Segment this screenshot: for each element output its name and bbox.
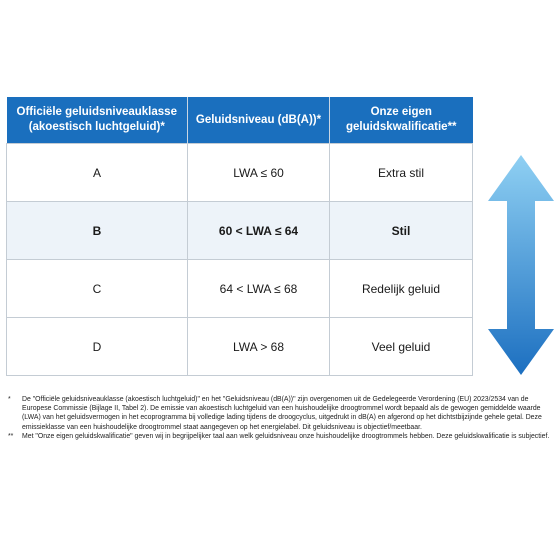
header-noise-level: Geluidsniveau (dB(A))* bbox=[188, 97, 330, 144]
cell-class: D bbox=[7, 318, 188, 376]
table-row bbox=[7, 144, 473, 202]
header-own-qualification: Onze eigen geluidskwalificatie** bbox=[330, 97, 473, 144]
table-row-highlighted bbox=[7, 202, 473, 260]
footnote-double-asterisk bbox=[8, 432, 553, 441]
noise-level-table bbox=[6, 97, 473, 376]
table-row bbox=[7, 260, 473, 318]
header-official-class: Officiële geluidsniveauklasse (akoestisch luchtgeluid)* bbox=[7, 97, 188, 144]
footnote-single-asterisk bbox=[8, 395, 553, 432]
footnote-mark: * bbox=[8, 396, 11, 403]
footnote-text: De "Officiële geluidsniveauklasse (akoestisch luchtgeluid)" en het "Geluidsniveau (dB(A))" zijn overgenomen uit de Gedelegeerde Verordening (EU) 2023/2534 van de Europese Commissie (Bijlage II, Tabel 2). De emissie van akoestisch luchtgeluid van een huishoudelijke droogtrommel wordt bepaald als de gewogen gemiddelde waarde (LWA) van het geluidsvermogen in het ecoprogramma bij volledige lading tijdens de droogcyclus, uitgedrukt in dB(A) en afgerond op het dichtstbijzijnde gehele getal. Deze emissieklasse van een huishoudelijke droogtrommel staat aangegeven op het energielabel. Dit geluidsniveau is objectief/meetbaar. bbox=[22, 396, 542, 431]
arrow-shape bbox=[488, 155, 554, 375]
cell-qualification: Extra stil bbox=[330, 144, 473, 202]
cell-class: A bbox=[7, 144, 188, 202]
cell-level: 60 < LWA ≤ 64 bbox=[188, 202, 330, 260]
footnotes bbox=[8, 395, 553, 441]
cell-level: LWA > 68 bbox=[188, 318, 330, 376]
cell-class: B bbox=[7, 202, 188, 260]
cell-qualification: Veel geluid bbox=[330, 318, 473, 376]
cell-class: C bbox=[7, 260, 188, 318]
double-arrow-vertical-icon bbox=[488, 155, 554, 375]
cell-level: 64 < LWA ≤ 68 bbox=[188, 260, 330, 318]
footnote-mark: ** bbox=[8, 432, 14, 440]
cell-level: LWA ≤ 60 bbox=[188, 144, 330, 202]
table-header-row bbox=[7, 97, 473, 144]
cell-qualification: Redelijk geluid bbox=[330, 260, 473, 318]
footnote-text: Met "Onze eigen geluidskwalificatie" geven wij in begrijpelijker taal aan welk geluidsniveau onze huishoudelijke droogtrommels hebben. Deze geluidskwalificatie is subjectief. bbox=[22, 432, 550, 440]
cell-qualification: Stil bbox=[330, 202, 473, 260]
table-row bbox=[7, 318, 473, 376]
